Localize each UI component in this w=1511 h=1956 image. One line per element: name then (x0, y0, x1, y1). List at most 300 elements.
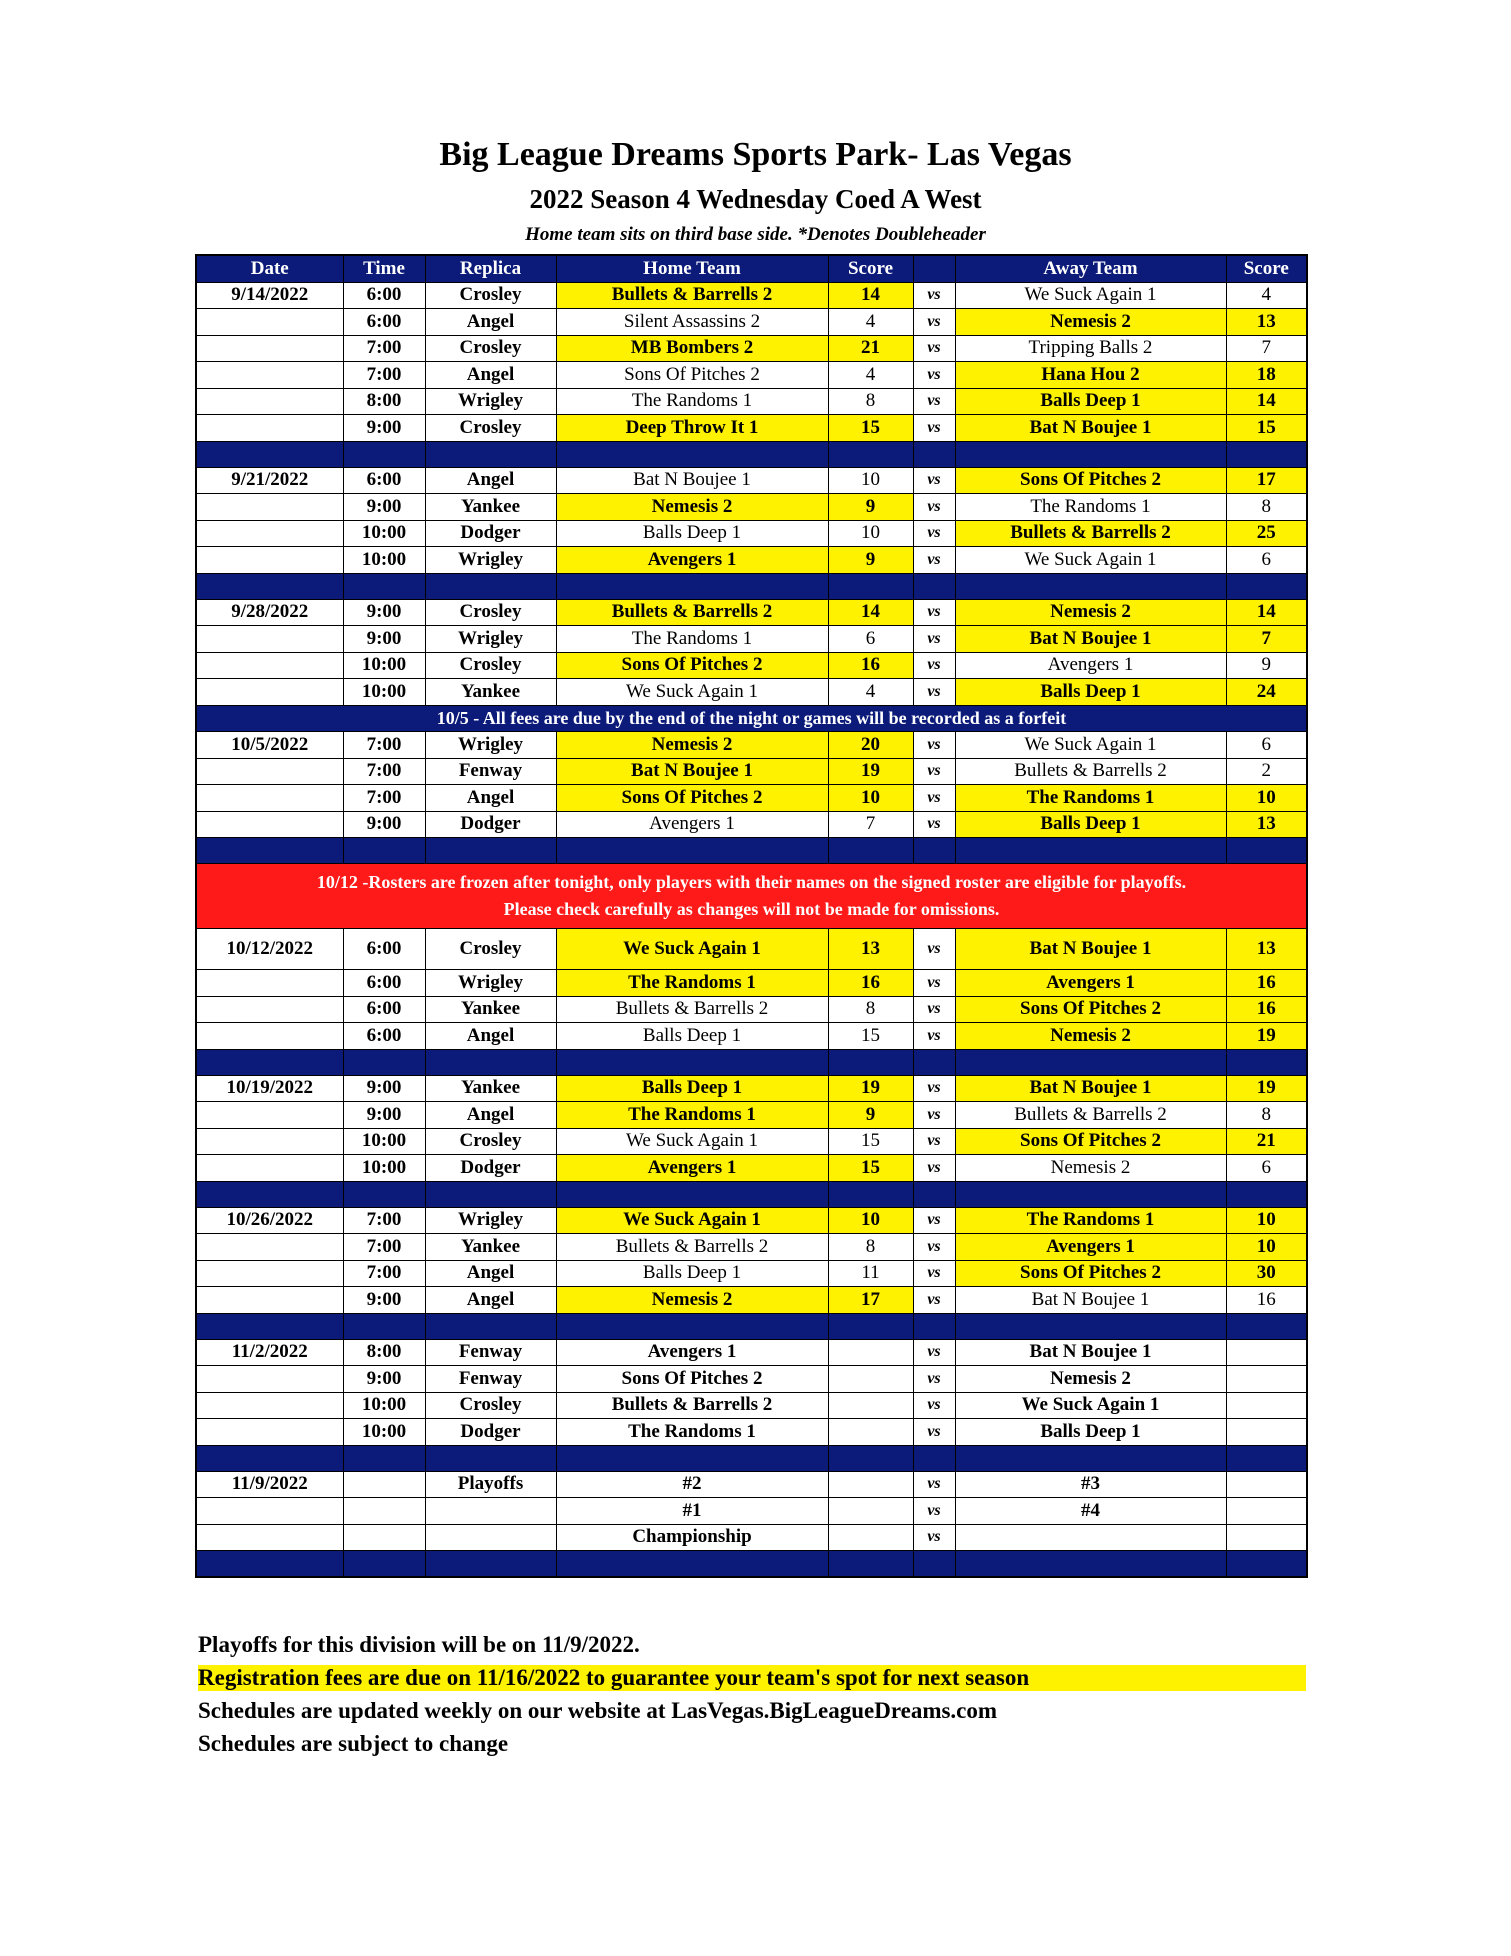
game-time: 9:00 (343, 1287, 425, 1314)
column-header-home-score: Score (828, 255, 913, 282)
vs-label: vs (913, 732, 955, 759)
home-team: We Suck Again 1 (556, 679, 828, 706)
away-score: 2 (1226, 758, 1307, 785)
game-field: Fenway (425, 1339, 556, 1366)
game-time: 10:00 (343, 1419, 425, 1446)
home-score: 10 (828, 467, 913, 494)
game-time: 10:00 (343, 547, 425, 574)
table-row (196, 335, 1307, 362)
home-score: 10 (828, 1207, 913, 1234)
away-score: 15 (1226, 415, 1307, 442)
away-score: 8 (1226, 494, 1307, 521)
game-date (196, 811, 343, 838)
home-score (828, 1392, 913, 1419)
table-row (196, 415, 1307, 442)
home-score: 11 (828, 1260, 913, 1287)
game-field: Wrigley (425, 970, 556, 997)
home-team: Sons Of Pitches 2 (556, 362, 828, 389)
game-time: 6:00 (343, 309, 425, 336)
away-score: 19 (1226, 1023, 1307, 1050)
game-date (196, 1419, 343, 1446)
game-time: 10:00 (343, 1155, 425, 1182)
home-team: The Randoms 1 (556, 388, 828, 415)
game-field: Dodger (425, 1155, 556, 1182)
away-score: 9 (1226, 652, 1307, 679)
away-score: 16 (1226, 970, 1307, 997)
separator-cell (1226, 1313, 1307, 1339)
away-team: Nemesis 2 (955, 309, 1226, 336)
roster-alert-line-1: 10/12 -Rosters are frozen after tonight, only players with their names on the signed roster are eligible for playoffs. (316, 872, 1187, 892)
game-time: 6:00 (343, 996, 425, 1023)
footer-change-note: Schedules are subject to change (198, 1731, 509, 1756)
separator-cell (1226, 1181, 1307, 1207)
game-field: Yankee (425, 1234, 556, 1261)
away-score: 21 (1226, 1128, 1307, 1155)
vs-label: vs (913, 996, 955, 1023)
home-team: Avengers 1 (556, 1155, 828, 1182)
away-team: The Randoms 1 (955, 494, 1226, 521)
game-time: 10:00 (343, 652, 425, 679)
table-row (196, 1471, 1307, 1498)
vs-label: vs (913, 415, 955, 442)
separator-cell (425, 1551, 556, 1578)
game-date (196, 1128, 343, 1155)
game-time: 9:00 (343, 1075, 425, 1102)
separator-cell (425, 1049, 556, 1075)
separator-cell (913, 1049, 955, 1075)
game-field: Yankee (425, 494, 556, 521)
separator-cell (828, 838, 913, 864)
separator-cell (1226, 1551, 1307, 1578)
home-team: Balls Deep 1 (556, 1260, 828, 1287)
separator-cell (913, 441, 955, 467)
away-score: 16 (1226, 996, 1307, 1023)
vs-label: vs (913, 1339, 955, 1366)
vs-label: vs (913, 494, 955, 521)
table-row (196, 1128, 1307, 1155)
separator-cell (828, 573, 913, 599)
separator-cell (955, 1445, 1226, 1471)
separator-cell (828, 441, 913, 467)
away-team: The Randoms 1 (955, 785, 1226, 812)
game-time: 7:00 (343, 1234, 425, 1261)
game-time: 7:00 (343, 785, 425, 812)
table-row (196, 1023, 1307, 1050)
home-score: 16 (828, 970, 913, 997)
table-row (196, 679, 1307, 706)
game-field: Angel (425, 1102, 556, 1129)
away-team: Balls Deep 1 (955, 388, 1226, 415)
vs-label: vs (913, 467, 955, 494)
game-time: 7:00 (343, 362, 425, 389)
home-team: Sons Of Pitches 2 (556, 1366, 828, 1393)
game-date (196, 1102, 343, 1129)
game-field: Angel (425, 1023, 556, 1050)
game-date: 10/19/2022 (196, 1075, 343, 1102)
away-team: Avengers 1 (955, 970, 1226, 997)
separator-cell (343, 1445, 425, 1471)
table-row (196, 1339, 1307, 1366)
home-team: Bullets & Barrells 2 (556, 996, 828, 1023)
home-team: Avengers 1 (556, 1339, 828, 1366)
away-team: Bat N Boujee 1 (955, 415, 1226, 442)
game-time: 7:00 (343, 335, 425, 362)
vs-label: vs (913, 309, 955, 336)
table-row (196, 996, 1307, 1023)
game-date: 9/28/2022 (196, 599, 343, 626)
table-row (196, 494, 1307, 521)
separator-cell (196, 441, 343, 467)
page-title: Big League Dreams Sports Park- Las Vegas (439, 136, 1072, 173)
game-date (196, 652, 343, 679)
footer-website-note: Schedules are updated weekly on our website at LasVegas.BigLeagueDreams.com (198, 1698, 998, 1723)
away-score (1226, 1339, 1307, 1366)
away-score: 7 (1226, 335, 1307, 362)
game-date: 11/9/2022 (196, 1471, 343, 1498)
game-field: Crosley (425, 1392, 556, 1419)
separator-cell (556, 1551, 828, 1578)
vs-label: vs (913, 626, 955, 653)
separator-cell (1226, 441, 1307, 467)
home-team: The Randoms 1 (556, 1419, 828, 1446)
home-score: 10 (828, 785, 913, 812)
home-score: 8 (828, 1234, 913, 1261)
separator-cell (425, 441, 556, 467)
vs-label: vs (913, 679, 955, 706)
game-date (196, 520, 343, 547)
vs-label: vs (913, 1260, 955, 1287)
home-score: 19 (828, 1075, 913, 1102)
home-score: 15 (828, 1155, 913, 1182)
notice-row (196, 705, 1307, 732)
home-team: Bat N Boujee 1 (556, 758, 828, 785)
game-date: 9/21/2022 (196, 467, 343, 494)
separator-cell (1226, 573, 1307, 599)
vs-label: vs (913, 1102, 955, 1129)
schedule-table (195, 254, 1308, 1578)
home-score: 21 (828, 335, 913, 362)
home-score (828, 1366, 913, 1393)
game-date (196, 335, 343, 362)
game-time: 6:00 (343, 970, 425, 997)
game-time: 9:00 (343, 1366, 425, 1393)
game-field: Yankee (425, 996, 556, 1023)
game-date (196, 1392, 343, 1419)
column-header-time: Time (343, 255, 425, 282)
game-field: Crosley (425, 1128, 556, 1155)
separator-cell (556, 838, 828, 864)
home-team-note: Home team sits on third base side. *Denotes Doubleheader (525, 224, 986, 245)
table-row (196, 1419, 1307, 1446)
away-score: 10 (1226, 1234, 1307, 1261)
separator-cell (196, 1445, 343, 1471)
separator-cell (425, 573, 556, 599)
away-team: Balls Deep 1 (955, 679, 1226, 706)
table-row (196, 811, 1307, 838)
home-score (828, 1471, 913, 1498)
away-team: Avengers 1 (955, 1234, 1226, 1261)
separator-cell (913, 838, 955, 864)
away-score: 13 (1226, 309, 1307, 336)
separator-cell (913, 573, 955, 599)
separator-cell (913, 1551, 955, 1578)
home-score: 4 (828, 679, 913, 706)
separator-cell (828, 1445, 913, 1471)
home-score: 14 (828, 599, 913, 626)
vs-label: vs (913, 520, 955, 547)
home-score: 6 (828, 626, 913, 653)
away-team: Nemesis 2 (955, 1023, 1226, 1050)
game-date (196, 1234, 343, 1261)
table-row (196, 1524, 1307, 1551)
separator-cell (913, 1445, 955, 1471)
away-score: 6 (1226, 732, 1307, 759)
game-date (196, 388, 343, 415)
away-team: Bullets & Barrells 2 (955, 520, 1226, 547)
game-date (196, 1287, 343, 1314)
separator-cell (556, 441, 828, 467)
game-field: Playoffs (425, 1471, 556, 1498)
away-score (1226, 1419, 1307, 1446)
game-date (196, 494, 343, 521)
home-team: We Suck Again 1 (556, 1128, 828, 1155)
separator-row (196, 1551, 1307, 1578)
separator-row (196, 441, 1307, 467)
home-team: Nemesis 2 (556, 1287, 828, 1314)
home-team: The Randoms 1 (556, 626, 828, 653)
vs-label: vs (913, 929, 955, 970)
game-time: 10:00 (343, 1128, 425, 1155)
home-score (828, 1498, 913, 1525)
column-header-home-team: Home Team (556, 255, 828, 282)
away-score (1226, 1392, 1307, 1419)
away-team: We Suck Again 1 (955, 547, 1226, 574)
separator-cell (955, 1313, 1226, 1339)
home-team: Avengers 1 (556, 811, 828, 838)
vs-label: vs (913, 1234, 955, 1261)
home-team: Sons Of Pitches 2 (556, 785, 828, 812)
away-team: Sons Of Pitches 2 (955, 467, 1226, 494)
separator-cell (343, 573, 425, 599)
separator-cell (828, 1049, 913, 1075)
vs-label: vs (913, 1155, 955, 1182)
game-time: 9:00 (343, 1102, 425, 1129)
game-time (343, 1524, 425, 1551)
vs-label: vs (913, 758, 955, 785)
table-row (196, 1102, 1307, 1129)
away-team: The Randoms 1 (955, 1207, 1226, 1234)
game-date (196, 996, 343, 1023)
game-field: Crosley (425, 335, 556, 362)
table-row (196, 388, 1307, 415)
away-team: Nemesis 2 (955, 599, 1226, 626)
game-field: Angel (425, 467, 556, 494)
separator-cell (955, 1181, 1226, 1207)
column-header-away-team: Away Team (955, 255, 1226, 282)
home-team: Bullets & Barrells 2 (556, 1392, 828, 1419)
away-team: Bat N Boujee 1 (955, 929, 1226, 970)
table-row (196, 599, 1307, 626)
home-team: Balls Deep 1 (556, 1075, 828, 1102)
game-field: Dodger (425, 1419, 556, 1446)
schedule-body (196, 282, 1307, 1577)
table-row (196, 467, 1307, 494)
separator-cell (913, 1181, 955, 1207)
table-row (196, 970, 1307, 997)
separator-cell (955, 573, 1226, 599)
game-date (196, 758, 343, 785)
home-team: Balls Deep 1 (556, 1023, 828, 1050)
game-field: Angel (425, 309, 556, 336)
game-date (196, 547, 343, 574)
away-team: #4 (955, 1498, 1226, 1525)
away-team: Tripping Balls 2 (955, 335, 1226, 362)
home-team: Nemesis 2 (556, 494, 828, 521)
game-time: 9:00 (343, 494, 425, 521)
home-score: 20 (828, 732, 913, 759)
game-time: 9:00 (343, 415, 425, 442)
game-field: Crosley (425, 282, 556, 309)
away-score: 18 (1226, 362, 1307, 389)
separator-cell (196, 838, 343, 864)
separator-cell (196, 1181, 343, 1207)
separator-cell (425, 1181, 556, 1207)
table-row (196, 785, 1307, 812)
away-score: 7 (1226, 626, 1307, 653)
home-score: 9 (828, 1102, 913, 1129)
away-team: Hana Hou 2 (955, 362, 1226, 389)
separator-cell (556, 1445, 828, 1471)
away-team: Bat N Boujee 1 (955, 1339, 1226, 1366)
separator-cell (1226, 838, 1307, 864)
home-score: 10 (828, 520, 913, 547)
vs-label: vs (913, 1128, 955, 1155)
game-field: Wrigley (425, 547, 556, 574)
game-field: Crosley (425, 929, 556, 970)
separator-cell (196, 1313, 343, 1339)
table-row (196, 547, 1307, 574)
game-date (196, 679, 343, 706)
home-team: Bullets & Barrells 2 (556, 599, 828, 626)
game-field: Dodger (425, 520, 556, 547)
game-date: 9/14/2022 (196, 282, 343, 309)
game-field: Angel (425, 1260, 556, 1287)
separator-row (196, 1049, 1307, 1075)
separator-cell (196, 1551, 343, 1578)
game-time: 10:00 (343, 1392, 425, 1419)
separator-row (196, 573, 1307, 599)
separator-cell (343, 1551, 425, 1578)
away-score: 6 (1226, 547, 1307, 574)
away-team: Bat N Boujee 1 (955, 626, 1226, 653)
vs-label: vs (913, 811, 955, 838)
vs-label: vs (913, 1392, 955, 1419)
game-time: 6:00 (343, 929, 425, 970)
away-score: 17 (1226, 467, 1307, 494)
away-score: 6 (1226, 1155, 1307, 1182)
game-time: 6:00 (343, 282, 425, 309)
game-date (196, 415, 343, 442)
game-field: Crosley (425, 599, 556, 626)
vs-label: vs (913, 335, 955, 362)
away-score (1226, 1498, 1307, 1525)
vs-label: vs (913, 362, 955, 389)
separator-cell (955, 1551, 1226, 1578)
separator-cell (556, 1313, 828, 1339)
home-score (828, 1524, 913, 1551)
separator-cell (343, 838, 425, 864)
away-team: Bat N Boujee 1 (955, 1287, 1226, 1314)
separator-cell (828, 1551, 913, 1578)
game-date (196, 1366, 343, 1393)
separator-cell (556, 1049, 828, 1075)
separator-cell (828, 1181, 913, 1207)
away-score: 30 (1226, 1260, 1307, 1287)
home-score (828, 1419, 913, 1446)
home-team: Silent Assassins 2 (556, 309, 828, 336)
separator-cell (343, 441, 425, 467)
game-date (196, 970, 343, 997)
separator-cell (425, 838, 556, 864)
table-row (196, 652, 1307, 679)
game-time: 8:00 (343, 388, 425, 415)
game-time: 10:00 (343, 520, 425, 547)
game-date (196, 785, 343, 812)
away-score: 25 (1226, 520, 1307, 547)
separator-cell (1226, 1445, 1307, 1471)
game-time: 9:00 (343, 599, 425, 626)
roster-alert (196, 864, 1307, 929)
away-team: Bat N Boujee 1 (955, 1075, 1226, 1102)
vs-label: vs (913, 1471, 955, 1498)
table-row (196, 309, 1307, 336)
table-row (196, 1234, 1307, 1261)
away-team: Sons Of Pitches 2 (955, 996, 1226, 1023)
roster-alert-line-2: Please check carefully as changes will not be made for omissions. (503, 899, 1000, 919)
away-team (955, 1524, 1226, 1551)
home-score: 8 (828, 996, 913, 1023)
game-date (196, 362, 343, 389)
away-team: Nemesis 2 (955, 1366, 1226, 1393)
home-team: The Randoms 1 (556, 1102, 828, 1129)
game-date (196, 1498, 343, 1525)
separator-cell (828, 1313, 913, 1339)
game-time: 7:00 (343, 1207, 425, 1234)
table-row (196, 1075, 1307, 1102)
game-field: Crosley (425, 415, 556, 442)
game-time: 9:00 (343, 811, 425, 838)
game-date: 10/12/2022 (196, 929, 343, 970)
game-field: Wrigley (425, 388, 556, 415)
home-score: 4 (828, 362, 913, 389)
game-field: Wrigley (425, 1207, 556, 1234)
table-header-row (196, 255, 1307, 282)
separator-cell (343, 1313, 425, 1339)
away-team: #3 (955, 1471, 1226, 1498)
game-time: 8:00 (343, 1339, 425, 1366)
vs-label: vs (913, 282, 955, 309)
game-field: Crosley (425, 652, 556, 679)
game-date: 10/5/2022 (196, 732, 343, 759)
home-team: We Suck Again 1 (556, 1207, 828, 1234)
away-score (1226, 1524, 1307, 1551)
home-score: 15 (828, 1023, 913, 1050)
away-team: Balls Deep 1 (955, 811, 1226, 838)
table-row (196, 1392, 1307, 1419)
separator-cell (343, 1049, 425, 1075)
away-team: Sons Of Pitches 2 (955, 1128, 1226, 1155)
away-team: Avengers 1 (955, 652, 1226, 679)
